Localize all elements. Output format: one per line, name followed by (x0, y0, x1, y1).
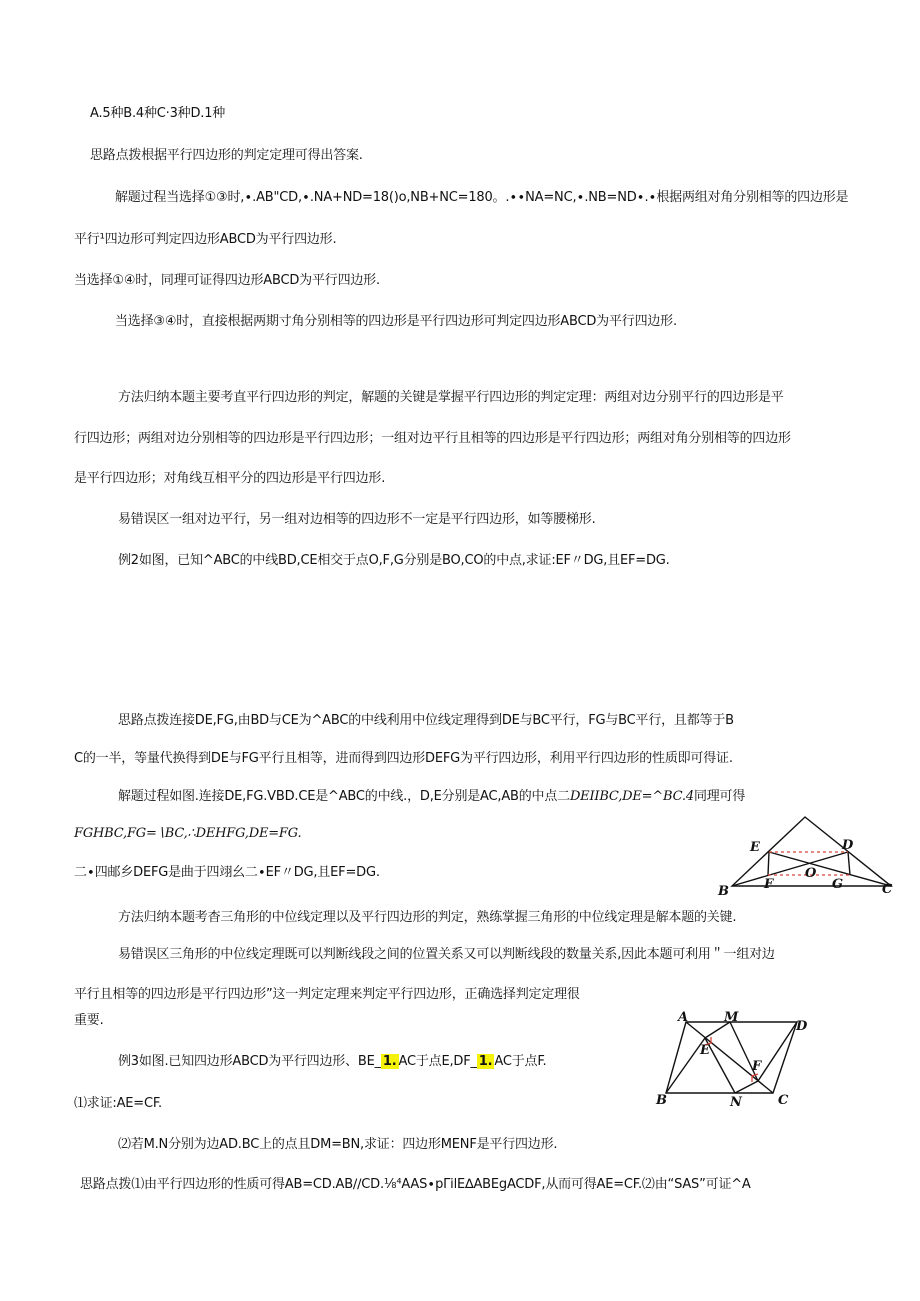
parallelogram-figure (652, 1010, 817, 1108)
triangle-medians-figure (710, 815, 900, 900)
solution-line-1: 解题过程当选择①③时,∙.AB"CD,∙.NA+ND=18()o,NB+NC=180。.∙∙NA=NC,∙.NB=ND∙.∙根据两组对角分别相等的四边形是 (115, 190, 849, 205)
perpendicular-mark-2: 1. (478, 1054, 493, 1069)
label-a: A (678, 1010, 689, 1025)
solution-2-text-c: 同理可得 (693, 789, 746, 804)
solution-2-line-2: FGHBC,FG=∖BC,∴DEHFG,DE=FG. (74, 826, 302, 841)
segment-fn (735, 1081, 758, 1093)
method-line-1: 方法归纳本题主要考直平行四边形的判定，解题的关键是掌握平行四边形的判定定理：两组对边分别平行的四边形是平 (118, 390, 784, 405)
method-2-line: 方法归纳本题考杳三角形的中位线定理以及平行四边形的判定，熟练掌握三角形的中位线定理是解本题的关键. (118, 910, 737, 925)
hint-paragraph-1: 思路点拨根据平行四边形的判定定理可得出答案. (90, 148, 363, 163)
perpendicular-df (758, 1022, 797, 1081)
label-d2: D (796, 1019, 808, 1034)
solution-line-4: 当选择③④时，直接根据两期寸角分别相等的四边形是平行四边形可判定四边形ABCD为平行四边形. (115, 314, 677, 329)
example-3-part-2: ⑵若M.N分别为边AD.BC上的点且DM=BN,求证：四边形MENF是平行四边形. (118, 1137, 558, 1152)
perpendicular-mark-1: 1. (382, 1054, 397, 1069)
example-3-statement (118, 1054, 546, 1070)
example-3-text-c: AC于点E,DF_ (398, 1054, 477, 1069)
hint-2-line-2: C的一半，等量代换得到DE与FG平行且相等，进而得到四边形DEFG为平行四边形，利用平行四边形的性质即可得证. (74, 751, 733, 766)
method-line-3: 是平行四边形；对角线互相平分的四边形是平行四边形. (74, 471, 386, 486)
example-2-statement: 例2如图，已知^ABC的中线BD,CE相交于点O,F,G分别是BO,CO的中点,求证:EF〃DG,且EF=DG. (118, 553, 670, 568)
parallelogram-abcd (666, 1022, 797, 1093)
label-e2: E (700, 1043, 710, 1058)
mistake-line-1: 易错误区一组对边平行，另一组对边相等的四边形不一定是平行四边形，如等腰梯形. (118, 512, 596, 527)
answer-options: A.5种B.4种C·3种D.1种 (90, 106, 226, 121)
label-c: C (882, 882, 893, 897)
label-m: M (724, 1010, 739, 1025)
mistake-2-line-1: 易错误区三角形的中位线定理既可以判断线段之间的位置关系又可以判断线段的数量关系,因此本题可利用＂一组对边 (118, 947, 775, 962)
solution-2-text-a: 解题过程如图.连接DE,FG.VBD.CE是^ABC的中线.，D,E分别是AC,AB的中点二 (118, 789, 570, 804)
label-c2: C (778, 1093, 789, 1108)
solution-line-3: 当选择①④时，同理可证得四边形ABCD为平行四边形. (74, 273, 380, 288)
example-3-text-e: AC于点F. (494, 1054, 547, 1069)
segment-dg (848, 852, 850, 875)
method-line-2: 行四边形；两组对边分别相等的四边形是平行四边形；一组对边平行且相等的四边形是平行四边形；两组对角分别相等的四边形 (74, 431, 791, 446)
solution-line-2: 平行¹四边形可判定四边形ABCD为平行四边形. (74, 232, 337, 247)
solution-2-conclusion: 二∙四邮乡DEFG是曲于四翊幺二∙EF〃DG,且EF=DG. (74, 865, 380, 880)
segment-ef (768, 852, 769, 875)
label-d: D (842, 838, 854, 853)
label-n: N (730, 1095, 742, 1108)
solution-2-formula: DEIIBC,DE=^BC.4 (569, 789, 694, 804)
label-b2: B (656, 1093, 667, 1108)
label-f: F (764, 877, 774, 892)
example-3-part-1: ⑴求证:AE=CF. (74, 1096, 162, 1111)
hint-2-line-1: 思路点拨连接DE,FG,由BD与CE为^ABC的中线利用中位线定理得到DE与BC平行，FG与BC平行，且都等于B (118, 713, 734, 728)
label-b: B (718, 884, 729, 899)
mistake-2-line-3: 重要. (74, 1013, 104, 1028)
mistake-2-line-2: 平行且相等的四边形是平行四边形”这一判定定理来判定平行四边形，正确选择判定定理很 (74, 987, 580, 1002)
label-e: E (750, 840, 760, 855)
label-g: G (832, 877, 844, 892)
hint-3-line-1: 思路点拨⑴由平行四边形的性质可得AB=CD.AB∕∕CD.⅛⁴AAS∙pΓilE∆ABEgACDF,从而可得AE=CF.⑵由“SAS”可证^A (80, 1177, 751, 1192)
label-o: O (805, 866, 817, 881)
label-f2: F (752, 1059, 762, 1074)
example-3-text-a: 例3如图.已知四边形ABCD为平行四边形、BE_ (118, 1054, 381, 1069)
solution-2-line-1 (118, 789, 745, 805)
